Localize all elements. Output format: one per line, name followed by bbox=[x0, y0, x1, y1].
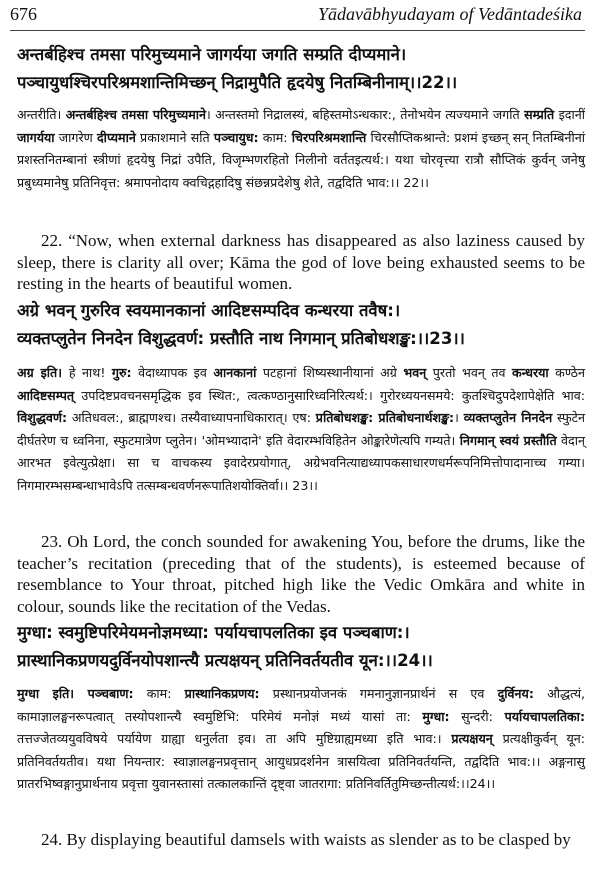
commentary-text: चिरसौप्तिकश्रान्ते: प्रशमं इच्छन् सन् नितम्बिनीनां प्रशस्तनितम्बानां स्त्रीणां हृदयेषु निद्रां उपैति, विजृम्भणरहितो निलीनो वर्ततइत्यर्थ:। यथा चोरवृत्त्या रात्रौ सौप्तिकं कुर्वन् जनेषु प्रबुध्यमानेषु प्रतिनिवृत्त: श्रमापनोदाय क्वचिद्गहादिषु संछन्नप्रदेशेषु शेते, तद्वदिति भाव:।। 22।। bbox=[17, 129, 585, 190]
commentary-text: काम: bbox=[133, 686, 185, 701]
commentary-bold: विशुद्धवर्ण: bbox=[17, 410, 68, 425]
commentary-bold: मुग्धा: bbox=[422, 708, 450, 724]
commentary-text: स्फुटेन दीर्घतरेण च ध्वनिना, स्फुटमात्रेण प्लुतेन। 'ओमभ्यादाने' इति वेदारम्भविहितेन ओङ्कारेणेत्यपि गम्यते। bbox=[17, 410, 585, 448]
commentary-text: कण्ठेन bbox=[548, 365, 585, 380]
running-header bbox=[0, 0, 600, 30]
commentary-text: वेदान् आरभत इवेत्युत्प्रेक्षा। सा च वाचकस्य इवादेरप्रयोगात्, अग्रेभवनित्याद्यध्यापकसाधारणधर्मरूपनिमित्तोपादानाच्च गम्या। निगमारम्भसम्बन्धाभावेऽपि तत्सम्बन्धवर्णनरूपातिशयोक्तिर्वा।। 23।। bbox=[17, 432, 585, 493]
commentary-bold: सम्प्रति bbox=[524, 107, 555, 122]
commentary-bold: पञ्चबाण: bbox=[87, 686, 134, 701]
commentary-bold: कन्धरया bbox=[512, 365, 549, 380]
running-title: Yādavābhyudayam of Vedāntadeśika bbox=[318, 4, 582, 24]
translation-22: 22. “Now, when external darkness has disappeared as also laziness caused by sleep, there is clarity all over; Kāma the god of love being exhausted seems to be resting in the hearts of beautiful women. bbox=[17, 231, 585, 294]
verse-line: अग्रे भवन् गुरुरिव स्वयमानकानां आदिष्टसम्पदिव कन्धरया तवैष:। bbox=[17, 301, 401, 320]
verse-24 bbox=[17, 619, 585, 675]
commentary-bold: दीप्यमाने bbox=[97, 129, 136, 145]
commentary-bold: मुग्धा इति। bbox=[17, 686, 88, 701]
commentary-text: काम: bbox=[258, 129, 292, 145]
translation-23: 23. Oh Lord, the conch sounded for awakening You, before the drums, like the teacher’s recitation (preceding that of the students), is esteemed because of resemblance to Your throat, pitched high like the Vedic Omkāra and white in colour, sounds like the recitation of the Vedas. bbox=[17, 532, 585, 616]
commentary-text: अन्तरीति। bbox=[17, 107, 66, 122]
commentary-bold: प्रास्थानिकप्रणय: bbox=[184, 686, 260, 701]
commentary-bold: अग्र इति। bbox=[17, 365, 69, 380]
commentary-23 bbox=[17, 362, 585, 497]
commentary-bold: व्यक्तप्लुतेन निनदेन bbox=[463, 410, 553, 425]
commentary-text: जागरेण bbox=[54, 129, 97, 145]
verse-22 bbox=[17, 41, 585, 97]
commentary-bold: निगमान् स्वयं प्रस्तौति bbox=[459, 432, 557, 448]
commentary-bold: अन्तर्बहिश्च तमसा परिमुच्यमाने bbox=[65, 107, 207, 122]
commentary-bold: प्रत्यक्षयन् bbox=[451, 731, 493, 746]
commentary-bold: जागर्यया bbox=[17, 129, 55, 145]
commentary-text: । अन्तस्तमो निद्रालस्यं, बहिस्तमोऽन्धकार:, तेनोभयेन त्यज्यमाने जगति bbox=[206, 107, 525, 122]
verse-line: अन्तर्बहिश्च तमसा परिमुच्यमाने जागर्यया जगति सम्प्रति दीप्यमाने। bbox=[17, 45, 407, 64]
commentary-text: हे नाथ! bbox=[68, 365, 112, 380]
header-rule bbox=[10, 30, 585, 31]
commentary-text: प्रकाशमाने सति bbox=[135, 129, 214, 145]
commentary-bold: पर्यायचापलतिका: bbox=[504, 708, 585, 724]
commentary-text: सुन्दरी: bbox=[449, 708, 505, 724]
commentary-bold: आदिष्टसम्पत् bbox=[17, 387, 75, 403]
commentary-text: पुरतो भवन् तव bbox=[426, 365, 513, 380]
verse-line: व्यक्तप्लुतेन निनदेन विशुद्धवर्ण: प्रस्तौति नाथ निगमान् प्रतिबोधशङ्ख:।।23।। bbox=[17, 329, 465, 348]
verse-line: पञ्चायुधश्चिरपरिश्रमशान्तिमिच्छन् निद्रामुपैति हृदयेषु नितम्बिनीनाम्।।22।। bbox=[17, 73, 458, 92]
commentary-24 bbox=[17, 683, 585, 796]
commentary-text: अतिधवल:, ब्राह्मणश्च। तस्यैवाध्यापनाधिकारात्। एष: bbox=[67, 410, 316, 425]
commentary-text: उपदिष्टप्रवचनसमृद्धिक इव स्थित:, त्वत्कण्ठानुसारिध्वनिरित्यर्थ:। गुरोरध्ययनसमये: कुतश्चिदुपदेशापेक्षेति भाव: bbox=[74, 387, 585, 403]
commentary-text: इदानीं bbox=[554, 107, 585, 122]
verse-line: प्रास्थानिकप्रणयदुर्विनयोपशान्त्यै प्रत्यक्षयन् प्रतिनिवर्तयतीव यून:।।24।। bbox=[17, 651, 433, 670]
page-number: 676 bbox=[10, 4, 37, 24]
commentary-text: प्रस्थानप्रयोजनकं गमनानुज्ञानप्रार्थनं स एव bbox=[259, 686, 498, 701]
verse-line: मुग्धा: स्वमुष्टिपरिमेयमनोज्ञमध्या: पर्यायचापलतिका इव पञ्चबाण:। bbox=[17, 623, 410, 642]
commentary-bold: चिरपरिश्रमशान्ति bbox=[291, 129, 367, 145]
commentary-bold: पञ्चायुध: bbox=[213, 129, 259, 145]
commentary-text: तत्तज्जेतव्ययुवविषये पर्यायेण ग्राह्या धनुर्लता इव। ता अपि मुष्टिग्राह्यमध्या इति भाव:। bbox=[17, 731, 452, 746]
commentary-text: औद्धत्यं, कामाज्ञालङ्घनरूपत्वात् तस्योपशान्त्यै स्वमुष्टिभि: परिमेयं मनोज्ञं मध्यं यासां ता: bbox=[17, 686, 585, 724]
commentary-bold: आनकानां bbox=[213, 365, 257, 380]
commentary-bold: दुर्विनय: bbox=[497, 686, 534, 701]
commentary-22 bbox=[17, 104, 585, 194]
translation-24: 24. By displaying beautiful damsels with waists as slender as to be clasped by bbox=[41, 830, 571, 849]
commentary-bold: गुरु: bbox=[111, 365, 132, 380]
commentary-bold: प्रतिबोधशङ्ख: प्रतिबोधनार्थशङ्ख: bbox=[315, 410, 455, 425]
commentary-text: वेदाध्यापक इव bbox=[131, 365, 214, 380]
commentary-text: प्रत्यक्षीकुर्वन् यून: प्रतिनिवर्तयतीव। यथा नियन्तार: स्वाज्ञालङ्घनप्रवृत्तान् आयुधप्रदर्शनेन त्रासयित्वा प्रतिनिवर्तयन्ति, तद्वदिति भाव:।। अङ्गनासु प्रातरभिष्वङ्गानुप्रार्थनाय प्रवृत्ता युवानस्तासां तत्कालकान्तिं दृष्ट्वा जातरागा: प्रतिनिवर्तितुमिच्छन्तीत्यर्थ:।।24।। bbox=[17, 731, 586, 791]
verse-23 bbox=[17, 297, 585, 353]
commentary-bold: भवन् bbox=[403, 365, 427, 380]
commentary-text: पटहानां शिष्यस्थानीयानां अग्रे bbox=[256, 365, 404, 380]
commentary-text: । bbox=[454, 410, 464, 425]
